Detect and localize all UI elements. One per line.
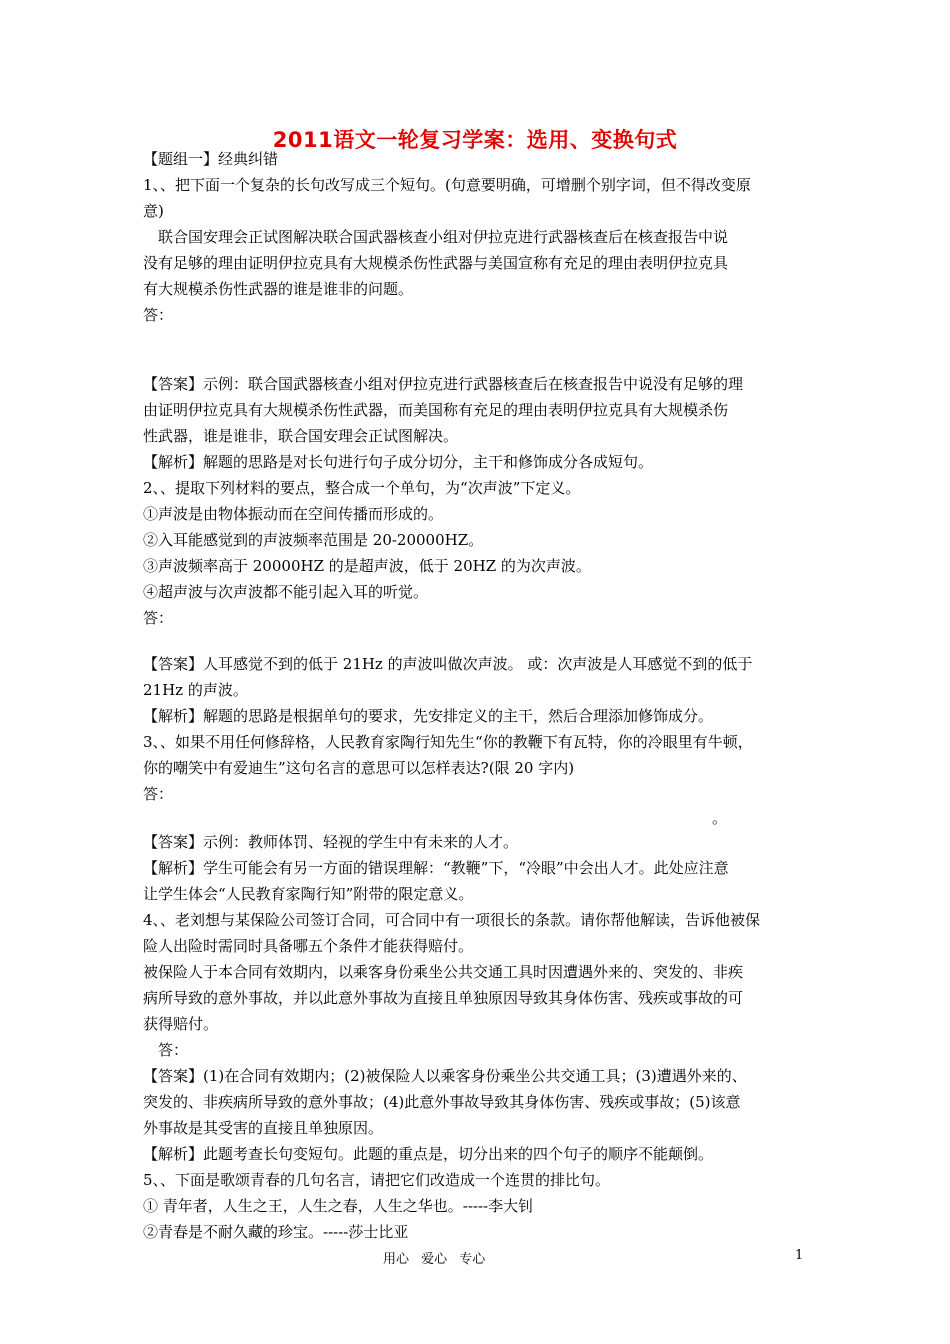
question-text: 2、、提取下列材料的要点，整合成一个单句，为“次声波”下定义。 bbox=[143, 479, 581, 497]
question-text: 险人出险时需同时具备哪五个条件才能获得赔付。 bbox=[143, 937, 474, 955]
answer-label: 答： bbox=[143, 785, 174, 803]
page-number: 1 bbox=[795, 1248, 804, 1263]
list-item: ②青春是不耐久藏的珍宝。-----莎士比亚 bbox=[143, 1223, 409, 1241]
text-line: 【题组一】经典纠错 bbox=[143, 150, 279, 168]
list-item: ④超声波与次声波都不能引起入耳的听觉。 bbox=[143, 583, 429, 601]
answer-text: 【答案】人耳感觉不到的低于 21Hz 的声波叫做次声波。 或：次声波是人耳感觉不到的低于 bbox=[143, 655, 753, 673]
answer-text: 性武器，谁是谁非，联合国安理会正试图解决。 bbox=[143, 427, 459, 445]
question-text: 5、、下面是歌颂青春的几句名言，请把它们改造成一个连贯的排比句。 bbox=[143, 1171, 611, 1189]
text-line: 病所导致的意外事故，并以此意外事故为直接且单独原因导致其身体伤害、残疾或事故的可 bbox=[143, 989, 744, 1007]
text-line: 获得赔付。 bbox=[143, 1015, 219, 1033]
question-text: 4、、老刘想与某保险公司签订合同，可合同中有一项很长的条款。请你帮他解读，告诉他被保 bbox=[143, 911, 761, 929]
answer-text: 【答案】示例：教师体罚、轻视的学生中有未来的人才。 bbox=[143, 833, 519, 851]
list-item: ③声波频率高于 20000HZ 的是超声波，低于 20HZ 的为次声波。 bbox=[143, 557, 591, 575]
list-item: ① 青年者，人生之王，人生之春，人生之华也。-----李大钊 bbox=[143, 1197, 534, 1215]
text-line: 1、、把下面一个复杂的长句改写成三个短句。(句意要明确，可增删个别字词，但不得改变原 bbox=[143, 176, 751, 194]
list-item: ②入耳能感觉到的声波频率范围是 20-20000HZ。 bbox=[143, 531, 484, 549]
text-line: 没有足够的理由证明伊拉克具有大规模杀伤性武器与美国宣称有充足的理由表明伊拉克具 bbox=[143, 254, 729, 272]
analysis-text: 【解析】此题考查长句变短句。此题的重点是，切分出来的四个句子的顺序不能颠倒。 bbox=[143, 1145, 714, 1163]
text-line: 联合国安理会正试图解决联合国武器核查小组对伊拉克进行武器核查后在核查报告中说 bbox=[143, 228, 729, 246]
answer-text: 【答案】(1)在合同有效期内；(2)被保险人以乘客身份乘坐公共交通工具；(3)遭遇外来的、 bbox=[143, 1067, 747, 1085]
list-item: ①声波是由物体振动而在空间传播而形成的。 bbox=[143, 505, 444, 523]
answer-label: 答： bbox=[143, 306, 174, 324]
answer-label: 答： bbox=[143, 1041, 189, 1059]
answer-text: 突发的、非疾病所导致的意外事故；(4)此意外事故导致其身体伤害、残疾或事故；(5)该意 bbox=[143, 1093, 741, 1111]
answer-text: 【答案】示例：联合国武器核查小组对伊拉克进行武器核查后在核查报告中说没有足够的理 bbox=[143, 375, 744, 393]
answer-text: 由证明伊拉克具有大规模杀伤性武器，而美国称有充足的理由表明伊拉克具有大规模杀伤 bbox=[143, 401, 729, 419]
page-footer: 用心 爱心 专心 bbox=[383, 1252, 486, 1267]
analysis-text: 【解析】解题的思路是对长句进行句子成分切分，主干和修饰成分各成短句。 bbox=[143, 453, 654, 471]
answer-text: 外事故是其受害的直接且单独原因。 bbox=[143, 1119, 384, 1137]
analysis-text: 让学生体会“人民教育家陶行知”附带的限定意义。 bbox=[143, 885, 474, 903]
document-title: 2011语文一轮复习学案：选用、变换句式 bbox=[272, 128, 678, 152]
answer-label: 答： bbox=[143, 609, 174, 627]
text-line: 意) bbox=[143, 202, 164, 220]
answer-text: 21Hz 的声波。 bbox=[143, 681, 248, 699]
answer-end-mark: 。 bbox=[712, 809, 728, 827]
analysis-text: 【解析】学生可能会有另一方面的错误理解：“教鞭”下，“冷眼”中会出人才。此处应注意 bbox=[143, 859, 729, 877]
analysis-text: 【解析】解题的思路是根据单句的要求，先安排定义的主干，然后合理添加修饰成分。 bbox=[143, 707, 714, 725]
text-line: 被保险人于本合同有效期内，以乘客身份乘坐公共交通工具时因遭遇外来的、突发的、非疾 bbox=[143, 963, 744, 981]
text-line: 有大规模杀伤性武器的谁是谁非的问题。 bbox=[143, 280, 414, 298]
question-text: 3、、如果不用任何修辞格，人民教育家陶行知先生“你的教鞭下有瓦特，你的冷眼里有牛顿， bbox=[143, 733, 753, 751]
question-text: 你的嘲笑中有爱迪生”这句名言的意思可以怎样表达?(限 20 字内) bbox=[143, 759, 575, 777]
